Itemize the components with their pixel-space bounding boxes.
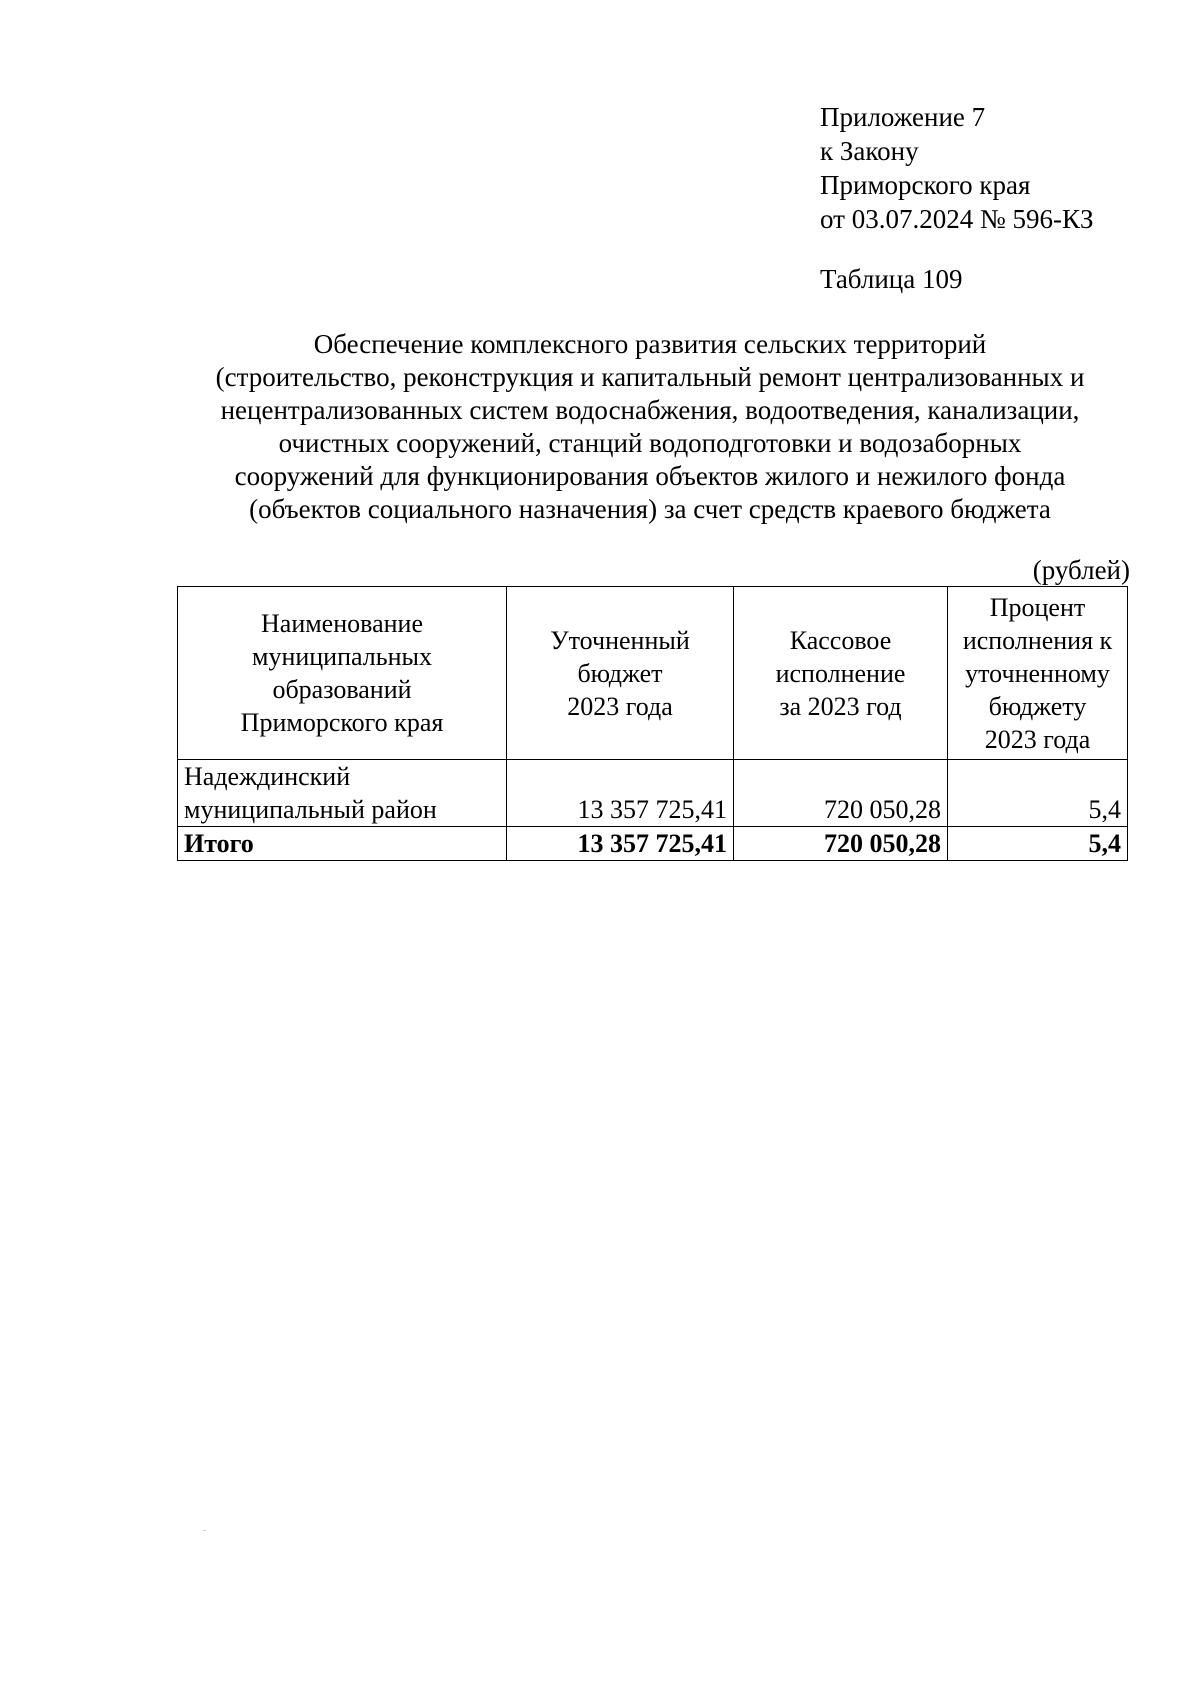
header-line: образований — [272, 675, 412, 704]
header-percent — [948, 587, 1128, 760]
header-line: 2023 года — [984, 724, 1091, 754]
units-label: (рублей) — [1032, 555, 1130, 585]
title-line: очистных сооружений, станций водоподготовки и водозаборных — [278, 428, 1022, 458]
table-number: Таблица 109 — [820, 264, 963, 294]
header-line: бюджет — [577, 658, 663, 688]
cell-municipality — [178, 760, 507, 827]
report-table — [177, 586, 1128, 861]
appendix-line: Приморского края — [820, 170, 1031, 200]
title-line: Обеспечение комплексного развития сельских территорий — [313, 329, 987, 359]
title-line: сооружений для функционирования объектов жилого и нежилого фонда — [234, 461, 1066, 491]
header-execution — [734, 587, 948, 760]
title-line: нецентрализованных систем водоснабжения, водоотведения, канализации, — [220, 395, 1080, 425]
header-line: исполнение — [775, 658, 906, 688]
table-header-row — [178, 587, 1128, 760]
total-execution: 720 050,28 — [734, 827, 948, 861]
header-line: за 2023 год — [779, 691, 902, 721]
header-line: Приморского края — [240, 708, 444, 737]
appendix-line: Приложение 7 — [820, 102, 986, 132]
header-line: Уточненный — [550, 625, 690, 655]
table-row — [178, 760, 1128, 827]
municipality-line: муниципальный район — [184, 795, 437, 824]
scan-speck — [203, 1530, 206, 1531]
header-line: Кассовое — [789, 625, 892, 655]
header-line: уточненному — [965, 658, 1110, 688]
cell-execution: 720 050,28 — [734, 760, 948, 827]
appendix-line: к Закону — [820, 136, 919, 166]
appendix-block — [820, 100, 1093, 236]
header-line: Наименование — [261, 609, 423, 638]
total-budget: 13 357 725,41 — [507, 827, 734, 861]
title-line: (объектов социального назначения) за счет средств краевого бюджета — [249, 494, 1051, 524]
document-title — [120, 328, 1180, 526]
header-budget — [507, 587, 734, 760]
total-percent: 5,4 — [948, 827, 1128, 861]
header-line: бюджету — [988, 691, 1087, 721]
appendix-line: от 03.07.2024 № 596-КЗ — [820, 204, 1094, 234]
table-total-row — [178, 827, 1128, 861]
header-name — [178, 587, 507, 760]
cell-percent: 5,4 — [948, 760, 1128, 827]
header-line: Процент — [989, 592, 1086, 622]
total-label: Итого — [178, 827, 507, 861]
header-line: муниципальных — [251, 642, 432, 671]
cell-budget: 13 357 725,41 — [507, 760, 734, 827]
municipality-line: Надеждинский — [184, 762, 351, 791]
header-line: исполнения к — [962, 625, 1113, 655]
title-line: (строительство, реконструкция и капитальный ремонт централизованных и — [215, 362, 1085, 392]
header-line: 2023 года — [567, 691, 673, 721]
